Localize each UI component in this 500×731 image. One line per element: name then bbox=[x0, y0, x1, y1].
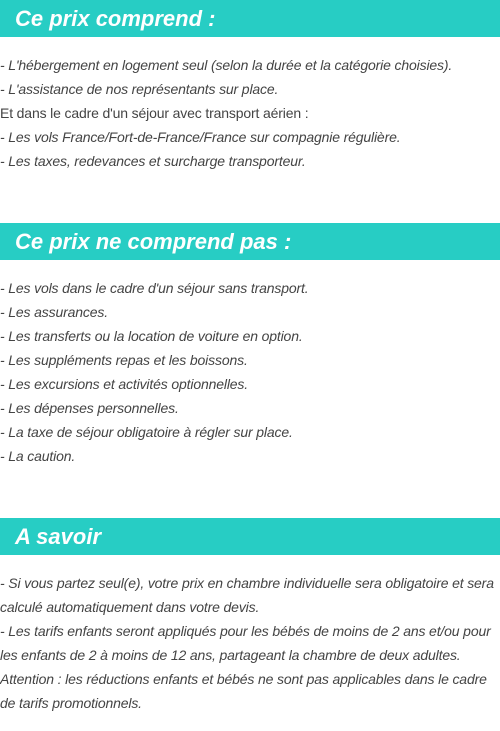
list-item: - Les assurances. bbox=[0, 304, 108, 320]
section-body-good-to-know bbox=[0, 571, 500, 715]
list-item: Et dans le cadre d'un séjour avec transport aérien : bbox=[0, 105, 309, 121]
list-item: - Les suppléments repas et les boissons. bbox=[0, 352, 248, 368]
section-body-price-includes bbox=[0, 53, 500, 173]
section-header-good-to-know: A savoir bbox=[0, 518, 500, 555]
list-item: - Les dépenses personnelles. bbox=[0, 400, 179, 416]
list-item: - Les transferts ou la location de voiture en option. bbox=[0, 328, 303, 344]
list-item: - Les vols France/Fort-de-France/France sur compagnie régulière. bbox=[0, 129, 401, 145]
list-item: - L'hébergement en logement seul (selon la durée et la catégorie choisies). bbox=[0, 57, 453, 73]
list-item: - Les excursions et activités optionnelles. bbox=[0, 376, 249, 392]
list-item: - Les vols dans le cadre d'un séjour sans transport. bbox=[0, 280, 309, 296]
list-item: - L'assistance de nos représentants sur place. bbox=[0, 81, 279, 97]
list-item: - La caution. bbox=[0, 448, 76, 464]
list-item: Attention : les réductions enfants et bébés ne sont pas applicables dans le cadre de tarifs promotionnels. bbox=[0, 671, 487, 711]
section-body-price-excludes bbox=[0, 276, 500, 468]
list-item: - Si vous partez seul(e), votre prix en chambre individuelle sera obligatoire et sera calculé automatiquement dans votre devis. bbox=[0, 575, 494, 615]
list-item: - La taxe de séjour obligatoire à régler sur place. bbox=[0, 424, 293, 440]
section-header-price-includes: Ce prix comprend : bbox=[0, 0, 500, 37]
list-item: - Les taxes, redevances et surcharge transporteur. bbox=[0, 153, 306, 169]
section-header-price-excludes: Ce prix ne comprend pas : bbox=[0, 223, 500, 260]
list-item: - Les tarifs enfants seront appliqués pour les bébés de moins de 2 ans et/ou pour les enfants de 2 à moins de 12 ans, partageant la chambre de deux adultes. bbox=[0, 623, 491, 663]
